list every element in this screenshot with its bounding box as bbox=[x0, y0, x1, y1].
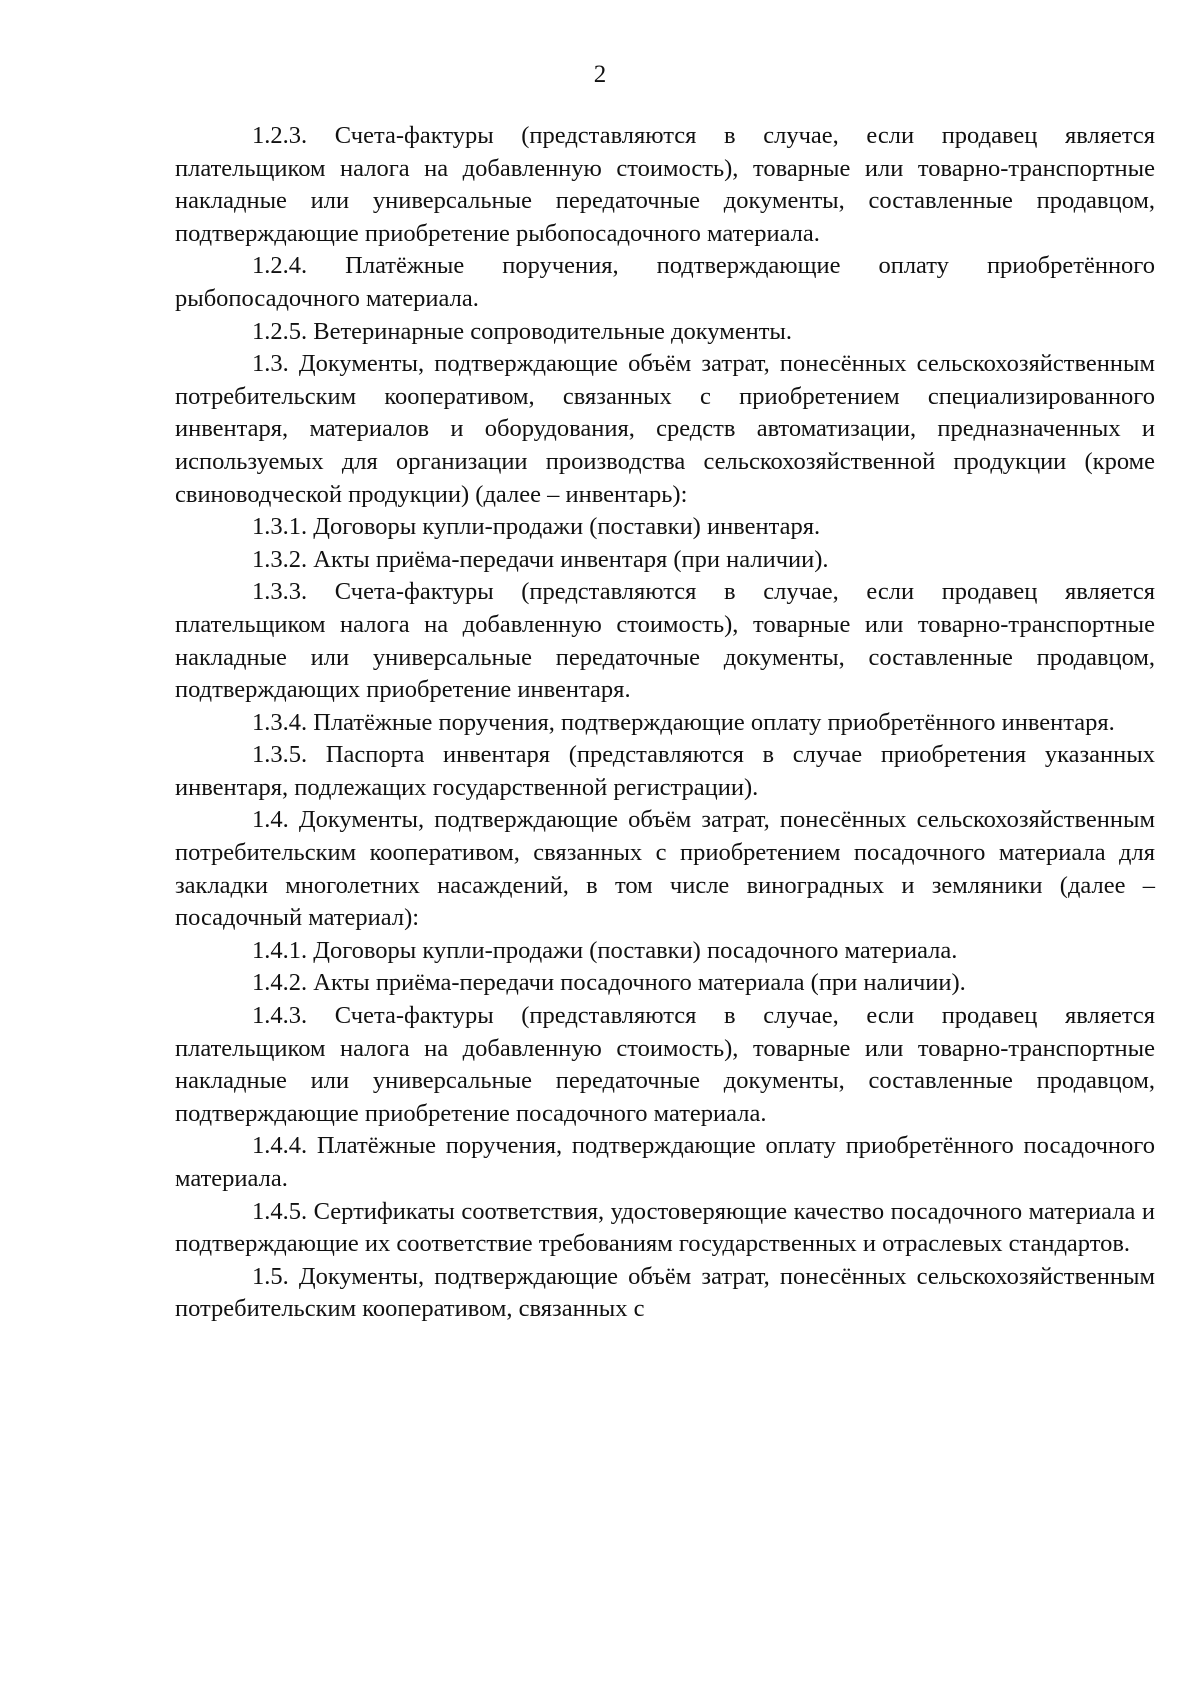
paragraph-1-4-1: 1.4.1. Договоры купли-продажи (поставки) посадочного материала. bbox=[252, 936, 958, 964]
paragraph-1-3-2: 1.3.2. Акты приёма-передачи инвентаря (при наличии). bbox=[252, 545, 829, 573]
paragraph-1-4-2: 1.4.2. Акты приёма-передачи посадочного материала (при наличии). bbox=[252, 969, 966, 997]
paragraph-1-4: 1.4. Документы, подтверждающие объём затрат, понесённых сельскохозяйственным потребительским кооперативом, связанных с приобретением посадочного материала для закладки многолетних насаждений, в том числе виноградных и земляники (далее – посадочный материал): bbox=[175, 806, 1155, 932]
paragraph-1-3-3: 1.3.3. Счета-фактуры (представляются в случае, если продавец является плательщиком налога на добавленную стоимость), товарные или товарно-транспортные накладные или универсальные передаточные документы, составленные продавцом, подтверждающих приобретение инвентаря. bbox=[175, 578, 1155, 704]
document-body bbox=[175, 120, 1155, 1326]
paragraph-1-2-3: 1.2.3. Счета-фактуры (представляются в случае, если продавец является плательщиком налога на добавленную стоимость), товарные или товарно-транспортные накладные или универсальные передаточные документы, составленные продавцом, подтверждающие приобретение рыбопосадочного материала. bbox=[175, 122, 1155, 247]
paragraph-1-3-1: 1.3.1. Договоры купли-продажи (поставки) инвентаря. bbox=[252, 513, 821, 541]
paragraph-1-4-5: 1.4.5. Сертификаты соответствия, удостоверяющие качество посадочного материала и подтверждающие их соответствие требованиям государственных и отраслевых стандартов. bbox=[175, 1197, 1155, 1258]
paragraph-1-5: 1.5. Документы, подтверждающие объём затрат, понесённых сельскохозяйственным потребительским кооперативом, связанных с bbox=[175, 1262, 1155, 1323]
paragraph-1-4-4: 1.4.4. Платёжные поручения, подтверждающие оплату приобретённого посадочного материала. bbox=[175, 1132, 1155, 1192]
paragraph-1-3: 1.3. Документы, подтверждающие объём затрат, понесённых сельскохозяйственным потребительским кооперативом, связанных с приобретением специализированного инвентаря, материалов и оборудования, средств автоматизации, предназначенных и используемых для организации производства сельскохозяйственной продукции (кроме свиноводческой продукции) (далее – инвентарь): bbox=[175, 350, 1155, 508]
paragraph-1-2-4: 1.2.4. Платёжные поручения, подтверждающие оплату приобретённого рыбопосадочного материала. bbox=[175, 252, 1155, 312]
paragraph-1-3-5: 1.3.5. Паспорта инвентаря (представляются в случае приобретения указанных инвентаря, подлежащих государственной регистрации). bbox=[175, 741, 1155, 801]
paragraph-1-4-3: 1.4.3. Счета-фактуры (представляются в случае, если продавец является плательщиком налога на добавленную стоимость), товарные или товарно-транспортные накладные или универсальные передаточные документы, составленные продавцом, подтверждающие приобретение посадочного материала. bbox=[175, 1002, 1155, 1127]
paragraph-1-3-4: 1.3.4. Платёжные поручения, подтверждающие оплату приобретённого инвентаря. bbox=[252, 708, 1115, 736]
paragraph-1-2-5: 1.2.5. Ветеринарные сопроводительные документы. bbox=[252, 317, 793, 345]
page-number: 2 bbox=[593, 61, 607, 88]
